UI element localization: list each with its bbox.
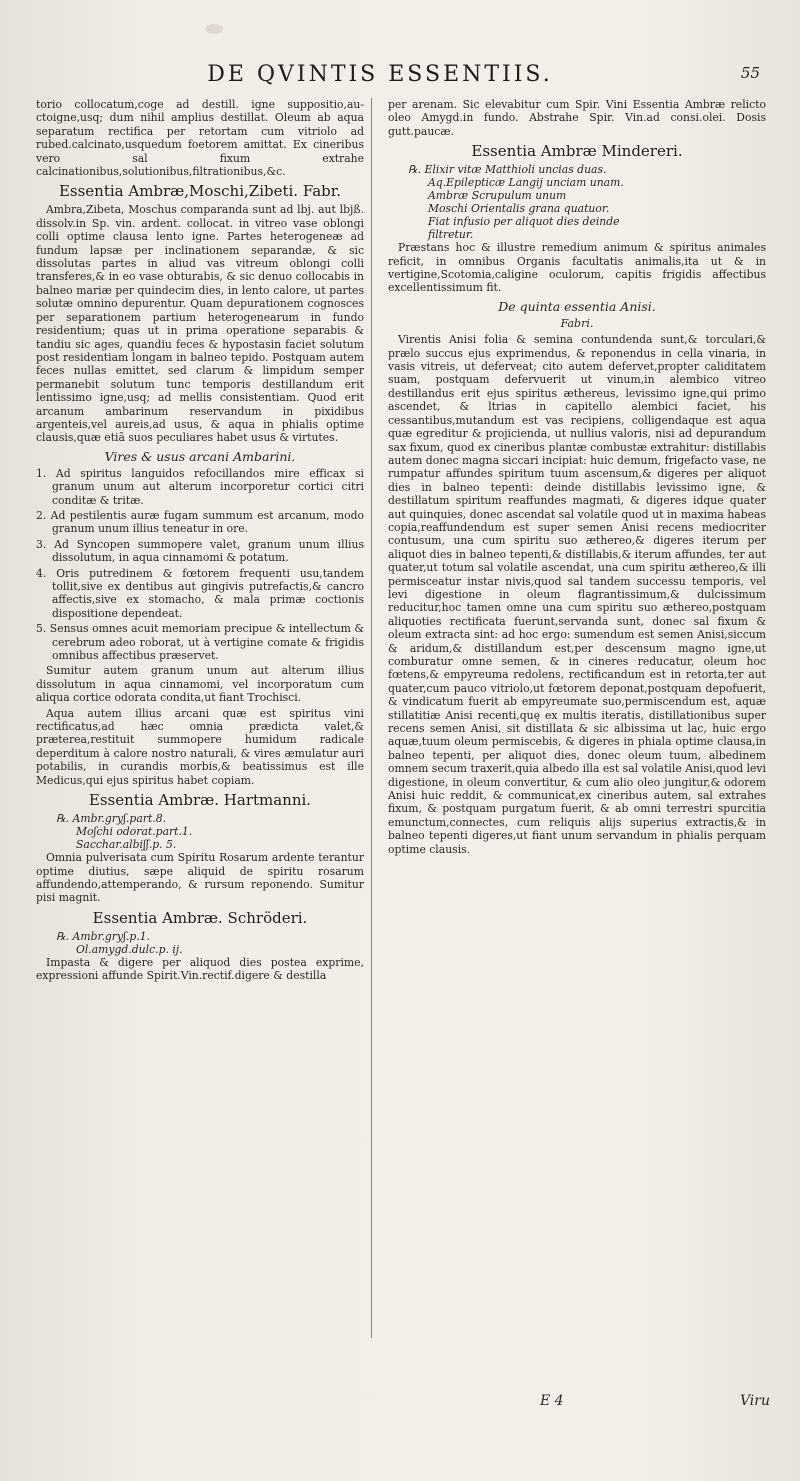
section-heading: Essentia Ambræ,Moschi,Zibeti. Fabr. — [58, 182, 342, 201]
right-column — [388, 98, 766, 1428]
recipe-line: ℞. Ambr.gryʃ.part.8. — [56, 812, 167, 826]
recipe-line: Moʃchi odorat.part.1. — [76, 825, 193, 839]
paragraph: torio collocatum,coge ad destill. igne suppositio,au-ctoigne,usq; dum nihil amplius destillat. Oleum ab aqua separatum rectifica per retortam cum vitriolo ad rubed.calcinato,usquedum foetorem amittat. Ex cineribus vero sal fixum extrahe calcinationibus,solutionibus,filtrationibus,&c. — [36, 98, 364, 179]
ink-blot — [205, 24, 223, 34]
paragraph: Virentis Anisi folia & semina contundenda sunt,& torculari,& prælo succus ejus exprimendus, & reponendus in cella vinaria, in vasis vitreis, ut deferveat; cito autem defervet,propter caliditatem suam, postquam defervuerit ut vinum,in alembico vitreo destillandus erit ejus spiritus æthereus, levissimo igne,qui primo ascendet, & ltrias in capitello alembici faciet, his cessantibus,mutandum est vas recipiens, colligendaque est aqua quæ egreditur & projicienda, ut nullius valoris, nisi ad depurandum sax fixum, quod ex cineribus plantæ combustæ extrahitur: distillabis autem donec magna siccari incipiat: huic demum, frigefacto vase, ne rumpatur affundes spiritum tuum ascensum,& digeres per aliquot dies in balneo tepenti: deinde distillabis levissimo igne, & destillatum spiritum reaffundes magmati, & digeres idque quater aut quinquies, donec ascendat sal volatile quod ut in maxima habeas copia,reaffundendum est super semen Anisi recens mediocriter contusum, una cum spiritu suo æthereo,& digeres iterum per aliquot dies in balneo tepenti,& distillabis,& iterum affundes, ter aut quater,ut totum sal volatile ascendat, una cum spiritu æthereo,& illi permisceatur instar nivis,quod sal tandem successu temporis, vel levi digestione in oleum flagrantissimum,& dulcissimum reducitur,hoc tamen omne una cum spiritu suo æthereo,postquam aliquoties rectificata fuerunt,servanda sunt, donec sal fixum & oleum extracta sint: ad hoc ergo: sumendum est semen Anisi,siccum & aridum,& distillandum est,per descensum magno igne,ut comburatur omne semen, & in cineres reducatur, oleum hoc fœtens,& empyreuma redolens, rectificandum est in retorta,ter aut quater,cum pauco vitriolo,ut fœtorem deponat,postquam depofuerit, & vindicatum fuerit ab empyreumate suo,permiscendum est, aquæ stillatitiæ Anisi recenti,quę ex multis iteratis, distillationibus super recens semen Anisi, sit distillata & sic albissima ut lac, huic ergo aquæ,tuum oleum permiscebis, & digeres in phiala optime clausa,in balneo tepenti, per aliquot dies, donec oleum tuum, albedinem omnem secum traxerit,quia albedo illa est sal volatile Anisi,quod levi digestione, in oleum convertitur, & cum alio oleo jungitur,& odorem Anisi huic reddit, & communicat,ex cineribus autem, sal extrahes fixum, & postquam purgatum fuerit, & ab omni terrestri spurcitia emunctum,connectes, cum reliquis alijs superius extractis,& in balneo tepenti digeres,ut fiant unum servandum in phialis perquam optime clausis. — [388, 333, 766, 856]
recipe-line: Moschi Orientalis grana quatuor. — [428, 202, 610, 216]
recipe-line: Aq.Epilepticæ Langij unciam unam. — [428, 176, 624, 190]
list-item: 5. Sensus omnes acuit memoriam precipue & intellectum & cerebrum adeo roborat, ut à vertigine comate & frigidis omnibus affectibus præservet. — [36, 622, 364, 663]
running-head: DE QVINTIS ESSENTIIS. — [207, 62, 553, 87]
paragraph: Præstans hoc & illustre remedium animum & spiritus animales reficit, in omnibus Organis facultatis animalis,ita ut & in vertigine,Scotomia,caligine oculorum, capitis frigidis affectibus excellentissimum fit. — [388, 241, 766, 295]
page-number: 55 — [740, 64, 760, 82]
paragraph: Omnia pulverisata cum Spiritu Rosarum ardente terantur optime diutius, sæpe aliquid de spiritu rosarum affundendo,attemperando, & rursum reponendo. Sumitur pisi magnit. — [36, 851, 364, 905]
recipe-line: Ol.amygd.dulc.p. ij. — [76, 942, 183, 956]
section-heading: Essentia Ambræ. Hartmanni. — [88, 791, 312, 810]
recipe-line: Fiat infusio per aliquot dies deinde — [428, 215, 620, 229]
recipe-line: ℞. Elixir vitæ Matthioli uncias duas. — [408, 163, 607, 177]
signature-mark: E 4 — [540, 1393, 564, 1409]
paragraph: Impasta & digere per aliquod dies postea exprime, expressioni affunde Spirit.Vin.rectif.digere & destilla — [36, 955, 364, 983]
column-divider — [371, 98, 372, 1338]
left-column — [36, 98, 364, 1428]
list-item: 3. Ad Syncopen summopere valet, granum unum illius dissolutum, in aqua cinnamomi & potatum. — [36, 537, 364, 565]
page-header — [0, 62, 800, 96]
list-item: 4. Oris putredinem & fœtorem frequenti usu,tandem tollit,sive ex dentibus aut gingivis putrefactis,& cancro affectis,sive ex stomacho, & mala primæ coctionis dispositione dependeat. — [36, 566, 364, 620]
recipe-line: Ambræ Scrupulum unum — [428, 189, 567, 203]
catchword: Viru — [739, 1393, 770, 1409]
paragraph: Ambra,Zibeta, Moschus comparanda sunt ad lbj. aut lbjß. dissolv.in Sp. vin. ardent. collocat. in vitreo vase oblongi colli optime clausa lento igne. Partes heterogeneæ ad fundum lapsæ per inclinationem separandæ, & sic dissolutas partes in aliud vas vitreum oblongi colli transferes,& in eo vase obturabis, & sic denuo collocabis in balneo mariæ per quindecim dies, in lento calore, ut partes solutæ omnino depurentur. Quam depurationem cognosces per separationem partium heterogenearum in fundo residentium; quas ut in prima operatione separabis & tandiu sic ages, quandiu feces & hypostasin faciet solutum post residentiam longam in balneo tepido. Postquam autem feces nullas emittet, sed clarum & limpidum semper permanebit solutum tunc temporis destillandum erit lentissimo igne,usq; ad mellis consistentiam. Quod erit arcanum ambarinum reservandum in pixidibus argenteis,vel aureis,ad usus, & aqua in phialis optime clausis,quæ etiã suos peculiares habet usus & virtutes. — [36, 203, 364, 445]
section-heading: Vires & usus arcani Ambarini. — [104, 448, 296, 464]
paragraph: Sumitur autem granum unum aut alterum illius dissolutum in aqua cinnamomi, vel incorporatum cum aliqua cortice odorata condita,ut fiant Trochisci. — [36, 664, 364, 705]
section-subheading: Fabri. — [560, 316, 594, 330]
recipe-line: Sacchar.albiʃʃ.p. 5. — [76, 838, 177, 852]
list-item: 2. Ad pestilentis auræ fugam summum est arcanum, modo granum unum illius teneatur in ore. — [36, 508, 364, 536]
recipe-line: filtretur. — [428, 228, 474, 242]
section-heading: Essentia Ambræ. Schröderi. — [92, 908, 308, 927]
paragraph: Aqua autem illius arcani quæ est spiritus vini rectificatus,ad hæc omnia prædicta valet,& præterea,restituit summopere humidum radicale deperditum à calore nostro naturali, & vires æmulatur auri potabilis, in curandis morbis,& beatissimus est ille Medicus,qui ejus spiritus habet copiam. — [36, 706, 364, 787]
paragraph: per arenam. Sic elevabitur cum Spir. Vini Essentia Ambræ relicto oleo Amygd.in fundo. Abstrahe Spir. Vin.ad consi.olei. Dosis gutt.paucæ. — [388, 98, 766, 138]
recipe-line: ℞. Ambr.gryʃ.p.1. — [56, 929, 151, 943]
list-item: 1. Ad spiritus languidos refocillandos mire efficax si granum unum aut alterum incorporetur cortici citri conditæ & tritæ. — [36, 466, 364, 507]
section-heading: Essentia Ambræ Mindereri. — [471, 142, 683, 161]
section-heading: De quinta essentia Anisi. — [498, 298, 656, 314]
page-footer — [540, 1393, 770, 1413]
